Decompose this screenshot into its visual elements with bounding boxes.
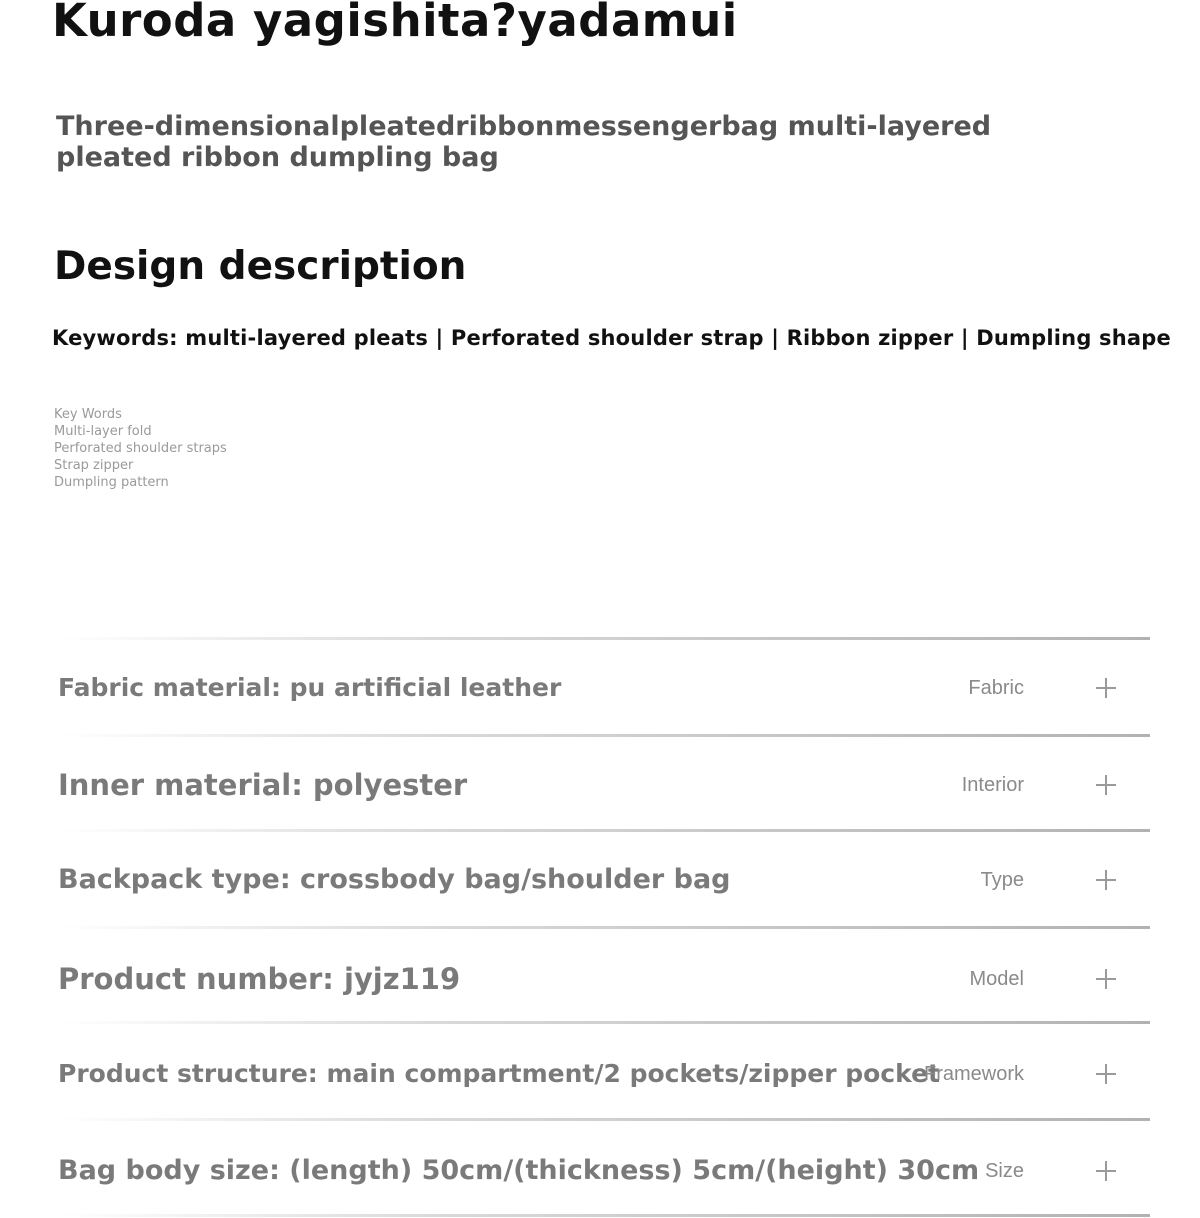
spec-label: Product structure: main compartment/2 pockets/zipper pocket [58, 1059, 940, 1088]
divider [60, 1118, 1150, 1121]
spec-label: Inner material: polyester [58, 768, 468, 802]
spec-tag: Size [985, 1160, 1024, 1182]
en-keyword-item: Perforated shoulder straps [54, 441, 227, 456]
product-subtitle: Three-dimensionalpleatedribbonmessengerbag multi-layered pleated ribbon dumpling bag [56, 111, 992, 173]
spec-row-model[interactable] [0, 949, 1200, 1009]
spec-row-fabric[interactable] [0, 658, 1200, 718]
spec-label: Fabric material: pu artificial leather [58, 673, 562, 702]
divider [60, 1214, 1150, 1217]
keywords-line: Keywords: multi-layered pleats | Perforated shoulder strap | Ribbon zipper | Dumpling shape [52, 326, 1171, 350]
design-description-heading: Design description [54, 244, 467, 289]
plus-icon[interactable] [1096, 969, 1116, 989]
english-keywords-block [54, 406, 227, 491]
plus-icon[interactable] [1096, 1161, 1116, 1181]
divider [60, 1021, 1150, 1024]
en-keyword-title: Key Words [54, 407, 122, 422]
en-keyword-item: Strap zipper [54, 458, 134, 473]
plus-icon[interactable] [1096, 1064, 1116, 1084]
spec-tag: Type [980, 869, 1024, 891]
spec-row-type[interactable] [0, 850, 1200, 910]
divider [60, 926, 1150, 929]
divider [60, 637, 1150, 640]
brand-title: Kuroda yagishita?yadamui [52, 0, 738, 47]
spec-row-size[interactable] [0, 1141, 1200, 1201]
spec-row-framework[interactable] [0, 1044, 1200, 1104]
spec-tag: Framework [923, 1063, 1024, 1085]
divider [60, 829, 1150, 832]
spec-tag: Model [969, 968, 1024, 990]
en-keyword-item: Dumpling pattern [54, 475, 169, 490]
spec-label: Backpack type: crossbody bag/shoulder bag [58, 864, 731, 895]
spec-label: Product number: jyjz119 [58, 962, 461, 996]
spec-tag: Interior [961, 774, 1024, 796]
spec-tag: Fabric [968, 677, 1024, 699]
plus-icon[interactable] [1096, 775, 1116, 795]
plus-icon[interactable] [1096, 870, 1116, 890]
spec-row-interior[interactable] [0, 755, 1200, 815]
en-keyword-item: Multi-layer fold [54, 424, 152, 439]
plus-icon[interactable] [1096, 678, 1116, 698]
divider [60, 734, 1150, 737]
spec-label: Bag body size: (length) 50cm/(thickness) 5cm/(height) 30cm [58, 1155, 980, 1186]
